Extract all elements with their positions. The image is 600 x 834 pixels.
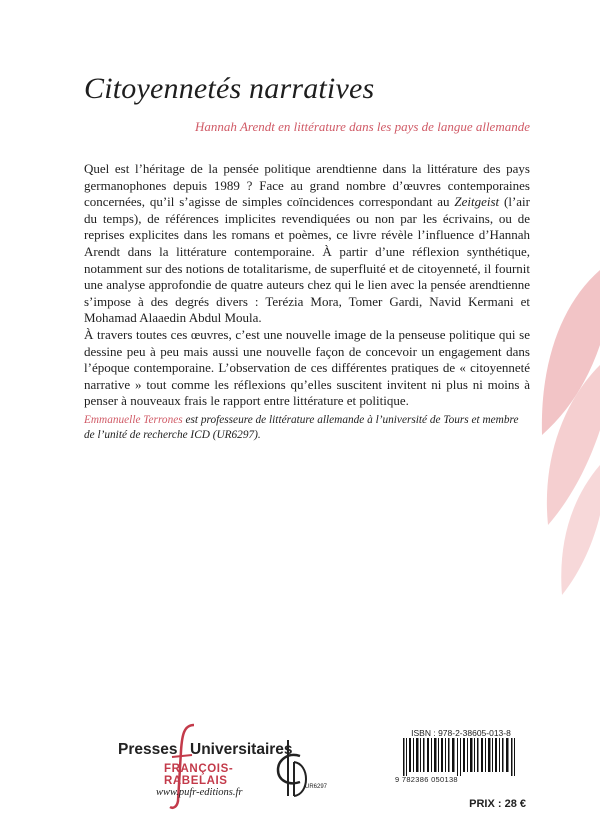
author-bio: Emmanuelle Terrones est professeure de littérature allemande à l’université de Tours et membre de l’unité de recherche ICD (UR6297). <box>84 414 519 441</box>
icd-logo <box>270 738 330 798</box>
book-title: Citoyennetés narratives <box>84 72 375 105</box>
publisher-logo: Presses Universitaires FRANÇOIS-RABELAIS www.pufr-editions.fr <box>118 735 258 797</box>
isbn-label: ISBN : 978-2-38605-013-8 <box>411 728 511 738</box>
book-subtitle: Hannah Arendt en littérature dans les pays de langue allemande <box>195 119 530 134</box>
blurb-paragraph-2: À travers toutes ces œuvres, c’est une nouvelle image de la penseuse politique qui se dessine peu à peu mais aussi une nouvelle façon de concevoir un engagement dans l’époque contemporaine. L’observation de ces différentes pratiques de « citoyenneté narrative » tout comme les réflexions qu’elles suscitent invitent ni plus ni moins à penser à nouveaux frais le rapport entre littérature et politique. <box>84 326 530 409</box>
blurb <box>84 161 530 410</box>
publisher-url: www.pufr-editions.fr <box>156 787 243 798</box>
barcode-bars <box>395 738 527 776</box>
lab-code: UR6297 <box>305 784 328 790</box>
barcode <box>395 728 527 800</box>
barcode-digits: 9 782386 050138 <box>395 775 458 784</box>
blurb-paragraph-1: Quel est l’héritage de la pensée politique arendtienne dans la littérature des pays germanophones depuis 1989 ? Face au grand nombre d’œuvres contemporaines concernées, qu’il s’agisse de simples coïncidences correspondant au Zeitgeist (l’air du temps), de références implicites revendiquées ou non par les écrivains, ou de reprises explicites dans les romans et poèmes, ce livre révèle l’influence d’Hannah Arendt dans la littérature contemporaine. À partir d’une réflexion synthétique, notamment sur des notions de totalitarisme, de superfluité et de citoyenneté, il fournit une analyse approfondie de quatre auteurs chez qui le lien avec la pensée arendtienne s’impose à des degrés divers : Terézia Mora, Tomer Gardi, Navid Kermani et Mohamad Alaaedin Abdul Moula. <box>84 161 530 326</box>
price: PRIX : 28 € <box>469 798 526 810</box>
decorative-swooshes <box>530 270 600 600</box>
author-name: Emmanuelle Terrones <box>84 414 183 426</box>
